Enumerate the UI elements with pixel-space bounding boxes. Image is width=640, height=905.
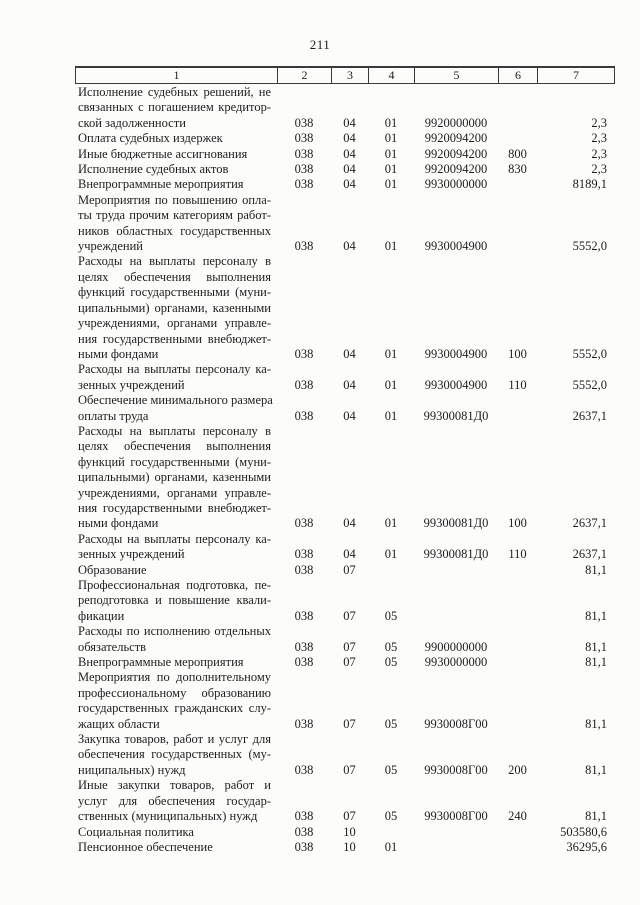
- cell-subsection: 01: [384, 239, 398, 254]
- column-header-1: 1: [76, 68, 278, 83]
- cell-grbs-code: 038: [294, 177, 314, 192]
- expense-name-line: Обеспечение минимального размера: [78, 393, 273, 408]
- expense-name-line: Иные закупки товаров, работ и: [78, 778, 271, 793]
- cell-expense-name: [75, 670, 277, 732]
- table-row: [75, 424, 615, 532]
- cell-expense-name: [75, 162, 277, 177]
- cell-grbs-code: 038: [294, 809, 314, 824]
- cell-subsection: 05: [384, 608, 398, 623]
- cell-expense-type: 100: [508, 346, 527, 361]
- expense-name-line: ципальными) органами, казенными: [78, 300, 271, 315]
- cell-amount: 81,1: [585, 608, 607, 623]
- cell-amount: 81,1: [585, 562, 607, 577]
- expense-name-line: Иные бюджетные ассигнования: [78, 146, 248, 161]
- expense-name-line: Расходы на выплаты персоналу в: [78, 254, 271, 269]
- cell-subsection: 05: [384, 762, 398, 777]
- expense-name-line: ния государственными внебюджет-: [78, 331, 271, 346]
- cell-grbs-code: 038: [294, 377, 314, 392]
- cell-target-article: 9920094200: [424, 162, 488, 177]
- cell-grbs-code: 038: [294, 608, 314, 623]
- expense-name-line: ципальными) органами, казенными: [78, 470, 271, 485]
- cell-section: 07: [343, 809, 356, 824]
- cell-section: 04: [343, 377, 356, 392]
- cell-amount: 36295,6: [566, 839, 607, 854]
- cell-amount: 81,1: [585, 716, 607, 731]
- cell-expense-type: 800: [508, 146, 527, 161]
- expense-name-line: ственных (муниципальных) нужд: [78, 809, 258, 824]
- expense-name-line: учреждениями, органами управле-: [78, 316, 271, 331]
- cell-expense-name: [75, 825, 277, 840]
- cell-section: 10: [343, 839, 356, 854]
- cell-expense-name: [75, 732, 277, 778]
- cell-target-article: 99300081Д0: [423, 516, 489, 531]
- cell-subsection: 05: [384, 809, 398, 824]
- cell-expense-type: 110: [508, 377, 527, 392]
- expense-name-line: Внепрограммные мероприятия: [78, 655, 244, 670]
- cell-subsection: 01: [384, 377, 398, 392]
- cell-target-article: 9930004900: [424, 346, 488, 361]
- cell-expense-name: [75, 254, 277, 362]
- cell-expense-name: [75, 85, 277, 131]
- expense-name-line: реподготовка и повышение квали-: [78, 593, 271, 608]
- expense-name-line: государственных гражданских слу-: [78, 701, 271, 716]
- cell-amount: 2,3: [591, 131, 607, 146]
- cell-section: 04: [343, 516, 356, 531]
- cell-grbs-code: 038: [294, 839, 314, 854]
- table-row: [75, 147, 615, 162]
- expense-name-line: ниципальных) нужд: [78, 762, 186, 777]
- cell-expense-name: [75, 177, 277, 192]
- cell-section: 04: [343, 239, 356, 254]
- expense-name-line: ты труда прочим категориям работ-: [78, 208, 271, 223]
- cell-section: 04: [343, 547, 356, 562]
- expense-name-line: ными фондами: [78, 346, 159, 361]
- expense-name-line: функций государственными (муни-: [78, 454, 271, 469]
- expense-name-line: Пенсионное обеспечение: [78, 839, 213, 854]
- expense-name-line: целях обеспечения выполнения: [78, 269, 271, 284]
- budget-table: [75, 66, 615, 855]
- expense-name-line: Закупка товаров, работ и услуг для: [78, 732, 271, 747]
- cell-section: 04: [343, 131, 356, 146]
- cell-section: 10: [343, 824, 356, 839]
- expense-name-line: зенных учреждений: [78, 547, 185, 562]
- table-row: [75, 162, 615, 177]
- cell-subsection: 01: [384, 547, 398, 562]
- cell-expense-name: [75, 655, 277, 670]
- cell-expense-type: 240: [508, 809, 527, 824]
- table-row: [75, 532, 615, 563]
- expense-name-line: Социальная политика: [78, 824, 194, 839]
- cell-amount: 2,3: [591, 162, 607, 177]
- cell-amount: 2,3: [591, 146, 607, 161]
- cell-target-article: 9930000000: [424, 655, 488, 670]
- table-header-row: [75, 66, 615, 84]
- cell-grbs-code: 038: [294, 146, 314, 161]
- cell-subsection: 05: [384, 716, 398, 731]
- cell-target-article: 9930000000: [424, 177, 488, 192]
- cell-expense-type: 110: [508, 547, 527, 562]
- expense-name-line: Мероприятия по дополнительному: [78, 670, 271, 685]
- column-header-6: 6: [499, 68, 538, 83]
- expense-name-line: фикации: [78, 608, 125, 623]
- cell-section: 04: [343, 162, 356, 177]
- cell-target-article: 99300081Д0: [423, 547, 489, 562]
- cell-expense-type: 100: [508, 516, 527, 531]
- column-header-4: 4: [369, 68, 415, 83]
- cell-amount: 81,1: [585, 655, 607, 670]
- cell-subsection: 01: [384, 516, 398, 531]
- cell-expense-type: 830: [508, 162, 527, 177]
- table-row: [75, 732, 615, 778]
- cell-amount: 2637,1: [572, 547, 607, 562]
- expense-name-line: учреждениями, органами управле-: [78, 485, 271, 500]
- expense-name-line: ными фондами: [78, 516, 159, 531]
- cell-expense-name: [75, 424, 277, 532]
- page-number: 211: [309, 37, 331, 52]
- cell-target-article: 9900000000: [424, 639, 488, 654]
- table-row: [75, 254, 615, 362]
- cell-grbs-code: 038: [294, 162, 314, 177]
- cell-amount: 81,1: [585, 809, 607, 824]
- table-row: [75, 624, 615, 655]
- cell-amount: 5552,0: [572, 239, 607, 254]
- cell-section: 04: [343, 177, 356, 192]
- table-row: [75, 193, 615, 255]
- cell-subsection: 01: [384, 131, 398, 146]
- expense-name-line: Оплата судебных издержек: [78, 131, 223, 146]
- cell-section: 04: [343, 408, 356, 423]
- cell-expense-name: [75, 362, 277, 393]
- cell-subsection: 01: [384, 346, 398, 361]
- cell-grbs-code: 038: [294, 516, 314, 531]
- expense-name-line: целях обеспечения выполнения: [78, 439, 271, 454]
- cell-grbs-code: 038: [294, 824, 314, 839]
- cell-subsection: 01: [384, 146, 398, 161]
- table-row: [75, 362, 615, 393]
- expense-name-line: обязательств: [78, 639, 147, 654]
- expense-name-line: Расходы по исполнению отдельных: [78, 624, 271, 639]
- cell-subsection: 01: [384, 408, 398, 423]
- cell-section: 07: [343, 562, 356, 577]
- cell-expense-name: [75, 393, 277, 424]
- cell-grbs-code: 038: [294, 239, 314, 254]
- table-row: [75, 131, 615, 146]
- expense-name-line: Расходы на выплаты персоналу ка-: [78, 362, 271, 377]
- cell-grbs-code: 038: [294, 716, 314, 731]
- expense-name-line: Мероприятия по повышению опла-: [78, 192, 271, 207]
- cell-section: 07: [343, 608, 356, 623]
- cell-amount: 503580,6: [560, 824, 607, 839]
- cell-expense-name: [75, 578, 277, 624]
- cell-expense-name: [75, 624, 277, 655]
- cell-target-article: 9920000000: [424, 115, 488, 130]
- cell-expense-type: 200: [508, 762, 527, 777]
- cell-amount: 81,1: [585, 762, 607, 777]
- cell-expense-name: [75, 778, 277, 824]
- expense-name-line: Образование: [78, 562, 147, 577]
- expense-name-line: связанных с погашением кредитор-: [78, 100, 271, 115]
- cell-grbs-code: 038: [294, 346, 314, 361]
- cell-amount: 81,1: [585, 639, 607, 654]
- table-row: [75, 177, 615, 192]
- cell-amount: 5552,0: [572, 346, 607, 361]
- expense-name-line: ников областных государственных: [78, 223, 271, 238]
- expense-name-line: учреждений: [78, 239, 143, 254]
- cell-grbs-code: 038: [294, 562, 314, 577]
- cell-target-article: 9930004900: [424, 239, 488, 254]
- cell-grbs-code: 038: [294, 131, 314, 146]
- table-row: [75, 840, 615, 855]
- table-row: [75, 85, 615, 131]
- table-row: [75, 563, 615, 578]
- expense-name-line: профессиональному образованию: [78, 685, 271, 700]
- column-header-2: 2: [278, 68, 332, 83]
- cell-subsection: 05: [384, 639, 398, 654]
- cell-grbs-code: 038: [294, 115, 314, 130]
- cell-target-article: 9920094200: [424, 146, 488, 161]
- expense-name-line: жащих области: [78, 716, 160, 731]
- cell-subsection: 05: [384, 655, 398, 670]
- cell-subsection: 01: [384, 177, 398, 192]
- expense-name-line: ской задолженности: [78, 115, 186, 130]
- cell-target-article: 9920094200: [424, 131, 488, 146]
- expense-name-line: Исполнение судебных актов: [78, 162, 229, 177]
- cell-section: 04: [343, 146, 356, 161]
- cell-section: 04: [343, 115, 356, 130]
- cell-amount: 5552,0: [572, 377, 607, 392]
- cell-target-article: 9930004900: [424, 377, 488, 392]
- cell-grbs-code: 038: [294, 408, 314, 423]
- column-header-5: 5: [415, 68, 499, 83]
- table-row: [75, 778, 615, 824]
- expense-name-line: ния государственными внебюджет-: [78, 500, 271, 515]
- column-header-3: 3: [332, 68, 369, 83]
- cell-section: 07: [343, 655, 356, 670]
- cell-section: 07: [343, 639, 356, 654]
- table-row: [75, 578, 615, 624]
- cell-amount: 2637,1: [572, 408, 607, 423]
- cell-amount: 2,3: [591, 115, 607, 130]
- cell-amount: 8189,1: [572, 177, 607, 192]
- cell-section: 07: [343, 716, 356, 731]
- cell-target-article: 9930008Г00: [424, 809, 488, 824]
- cell-subsection: 01: [384, 162, 398, 177]
- cell-grbs-code: 038: [294, 655, 314, 670]
- cell-section: 07: [343, 762, 356, 777]
- cell-target-article: 9930008Г00: [424, 716, 488, 731]
- table-row: [75, 393, 615, 424]
- cell-grbs-code: 038: [294, 762, 314, 777]
- cell-target-article: 9930008Г00: [424, 762, 488, 777]
- cell-grbs-code: 038: [294, 547, 314, 562]
- table-row: [75, 670, 615, 732]
- expense-name-line: услуг для обеспечения государ-: [78, 793, 271, 808]
- expense-name-line: Исполнение судебных решений, не: [78, 85, 271, 99]
- expense-name-line: Расходы на выплаты персоналу в: [78, 423, 271, 438]
- cell-amount: 2637,1: [572, 516, 607, 531]
- cell-expense-name: [75, 131, 277, 146]
- table-row: [75, 655, 615, 670]
- expense-name-line: зенных учреждений: [78, 377, 185, 392]
- expense-name-line: функций государственными (муни-: [78, 285, 271, 300]
- cell-subsection: 01: [384, 115, 398, 130]
- cell-expense-name: [75, 532, 277, 563]
- cell-section: 04: [343, 346, 356, 361]
- cell-expense-name: [75, 563, 277, 578]
- cell-target-article: 99300081Д0: [423, 408, 489, 423]
- expense-name-line: оплаты труда: [78, 408, 149, 423]
- cell-subsection: 01: [384, 839, 398, 854]
- table-body: [75, 84, 615, 855]
- expense-name-line: обеспечения государственных (му-: [78, 747, 271, 762]
- expense-name-line: Профессиональная подготовка, пе-: [78, 578, 271, 592]
- cell-grbs-code: 038: [294, 639, 314, 654]
- table-row: [75, 825, 615, 840]
- expense-name-line: Внепрограммные мероприятия: [78, 177, 244, 192]
- expense-name-line: Расходы на выплаты персоналу ка-: [78, 531, 271, 546]
- cell-expense-name: [75, 193, 277, 255]
- column-header-7: 7: [573, 68, 579, 82]
- cell-expense-name: [75, 147, 277, 162]
- cell-expense-name: [75, 840, 277, 855]
